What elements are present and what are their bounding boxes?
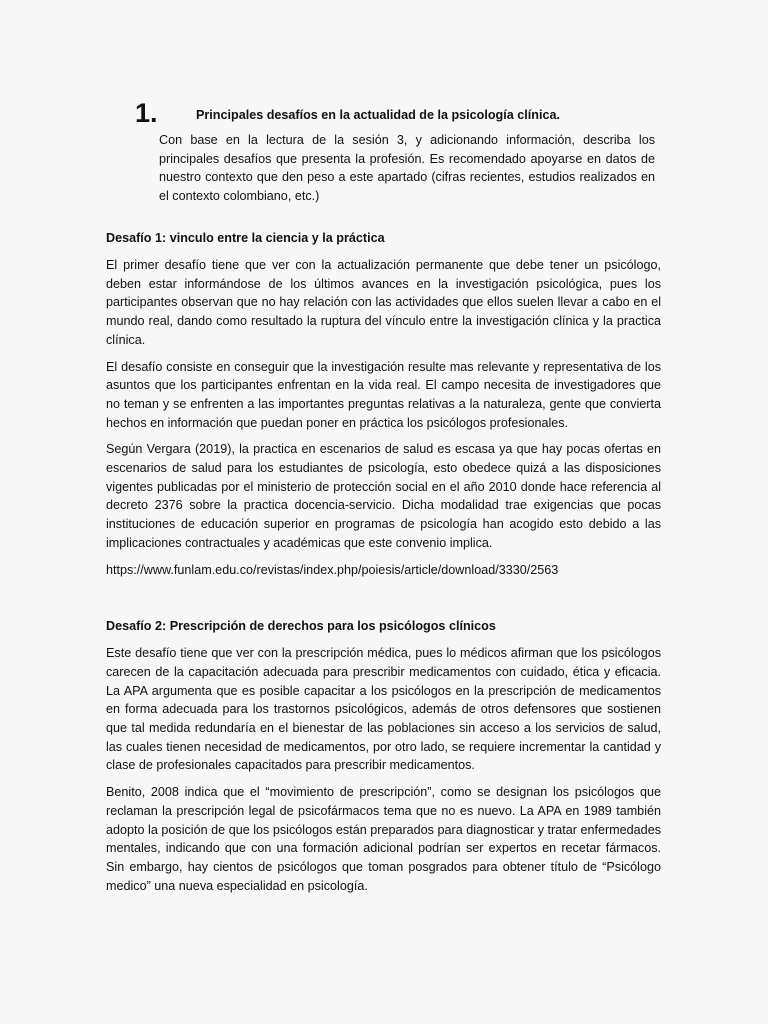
document-body <box>106 229 661 903</box>
challenge-1-paragraph: El primer desafío tiene que ver con la actualización permanente que debe tener un psicólogo, deben estar informándose de los últimos avances en la investigación psicológica, pues los participantes observan que no hay relación con las actividades que ellos suelen llevar a cabo en el mundo real, dando como resultado la ruptura del vínculo entre la investigación clínica y la practica clínica. <box>106 258 661 347</box>
section-instructions: Con base en la lectura de la sesión 3, y adicionando información, describa los principales desafíos que presenta la profesión. Es recomendado apoyarse en datos de nuestro contexto que den peso a este apartado (cifras recientes, estudios realizados en el contexto colombiano, etc.) <box>159 133 655 203</box>
reference-url: https://www.funlam.edu.co/revistas/index.php/poiesis/article/download/3330/2563 <box>106 562 559 577</box>
challenge-1-paragraph: El desafío consiste en conseguir que la investigación resulte mas relevante y representativa de los asuntos que los participantes enfrentan en la vida real. El campo necesita de investigadores que no teman y se enfrenten a las importantes preguntas relativas a la naturaleza, gente que convierta hechos en información que puedan poner en práctica los psicólogos profesionales. <box>106 359 661 430</box>
challenge-2-paragraph: Este desafío tiene que ver con la prescripción médica, pues lo médicos afirman que los psicólogos carecen de la capacitación adecuada para prescribir medicamentos con cuidado, ética y eficacia. La APA argumenta que es posible capacitar a los psicólogos en la prescripción de medicamentos en forma adecuada para los trastornos psicológicos, además de otros defensores que sostienen que tal medida redundaría en el bienestar de las poblaciones sin acceso a los servicios de salud, las cuales tienen necesidad de medicamentos, por otro lado, se requiere incrementar la cantidad y clase de profesionales capacitados para prescribir medicamentos. <box>106 646 661 773</box>
challenge-2-heading: Desafío 2: Prescripción de derechos para los psicólogos clínicos <box>106 619 496 634</box>
challenge-1-paragraph: Según Vergara (2019), la practica en escenarios de salud es escasa ya que hay pocas ofertas en escenarios de salud para los estudiantes de psicología, esto obedece quizá a las disposiciones vigentes publicadas por el ministerio de protección social en el año 2010 donde hace referencia al decreto 2376 sobre la practica docencia-servicio. Dicha modalidad trae exigencias que pocas instituciones de educación superior en programas de psicología han acogido esto debido a las implicaciones contractuales y académicas que este convenio implica. <box>106 442 661 550</box>
section-number: 1. <box>135 98 158 128</box>
section-title: Principales desafíos en la actualidad de la psicología clínica. <box>196 108 560 122</box>
challenge-2-paragraph: Benito, 2008 indica que el “movimiento de prescripción”, como se designan los psicólogos que reclaman la prescripción legal de psicofármacos tema que no es nuevo. La APA en 1989 también adopto la posición de que los psicólogos están preparados para diagnosticar y tratar enfermedades mentales, indicando que con una formación adicional podrían ser expertos en recetar fármacos. Sin embargo, hay cientos de psicólogos que toman posgrados para obtener título de “Psicólogo medico” una nueva especialidad en psicología. <box>106 785 661 893</box>
challenge-1-heading: Desafío 1: vinculo entre la ciencia y la práctica <box>106 231 385 245</box>
